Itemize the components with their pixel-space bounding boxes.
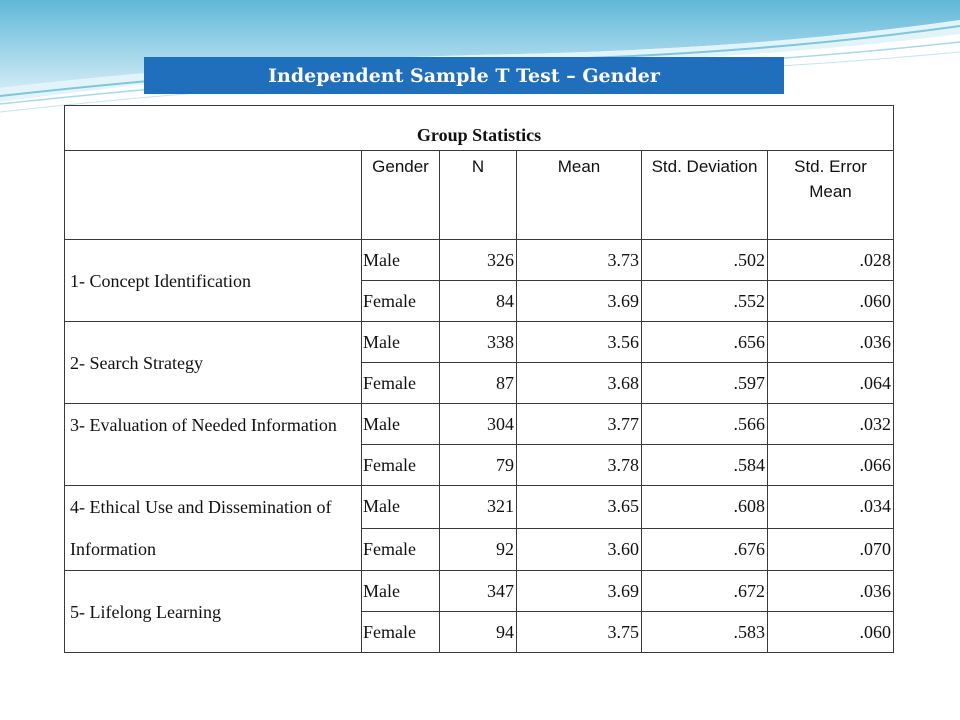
mean-cell: 3.68 [517,363,642,404]
gender-cell: Male [362,322,440,363]
column-header-row [65,151,894,240]
header-n: N [440,151,517,240]
mean-cell: 3.73 [517,240,642,281]
mean-cell: 3.78 [517,445,642,486]
gender-cell: Female [362,445,440,486]
std-error-cell: .066 [768,445,894,486]
mean-cell: 3.69 [517,571,642,612]
gender-cell: Male [362,404,440,445]
group-label: 1- Concept Identification [65,240,362,322]
std-error-cell: .060 [768,612,894,653]
n-cell: 321 [440,486,517,529]
gender-cell: Male [362,571,440,612]
header-std-deviation: Std. Deviation [642,151,768,240]
std-error-cell: .034 [768,486,894,529]
group-label: 4- Ethical Use and Dissemination of Information [65,486,362,571]
std-deviation-cell: .584 [642,445,768,486]
table-row [65,486,894,529]
std-error-cell: .028 [768,240,894,281]
mean-cell: 3.65 [517,486,642,529]
std-deviation-cell: .566 [642,404,768,445]
group-label: 5- Lifelong Learning [65,571,362,653]
group-label: 3- Evaluation of Needed Information [65,404,362,486]
mean-cell: 3.56 [517,322,642,363]
gender-cell: Male [362,240,440,281]
table-row [65,571,894,612]
gender-cell: Female [362,363,440,404]
std-error-cell: .070 [768,528,894,571]
header-std-error-mean: Std. Error Mean [768,151,894,240]
std-error-cell: .036 [768,571,894,612]
std-deviation-cell: .608 [642,486,768,529]
n-cell: 87 [440,363,517,404]
n-cell: 338 [440,322,517,363]
mean-cell: 3.69 [517,281,642,322]
mean-cell: 3.75 [517,612,642,653]
std-error-cell: .036 [768,322,894,363]
std-deviation-cell: .656 [642,322,768,363]
slide-title: Independent Sample T Test – Gender [144,57,784,94]
gender-cell: Female [362,528,440,571]
mean-cell: 3.77 [517,404,642,445]
std-deviation-cell: .583 [642,612,768,653]
gender-cell: Female [362,612,440,653]
group-label: 2- Search Strategy [65,322,362,404]
std-error-cell: .064 [768,363,894,404]
std-error-cell: .032 [768,404,894,445]
table-caption: Group Statistics [65,106,894,151]
std-deviation-cell: .552 [642,281,768,322]
header-gender: Gender [362,151,440,240]
mean-cell: 3.60 [517,528,642,571]
std-deviation-cell: .502 [642,240,768,281]
std-deviation-cell: .676 [642,528,768,571]
table-row [65,240,894,281]
std-error-cell: .060 [768,281,894,322]
n-cell: 326 [440,240,517,281]
n-cell: 304 [440,404,517,445]
header-empty-cell [65,151,362,240]
std-deviation-cell: .672 [642,571,768,612]
group-statistics-table [64,105,894,653]
n-cell: 94 [440,612,517,653]
n-cell: 92 [440,528,517,571]
n-cell: 347 [440,571,517,612]
table-row [65,322,894,363]
std-deviation-cell: .597 [642,363,768,404]
header-mean: Mean [517,151,642,240]
n-cell: 79 [440,445,517,486]
gender-cell: Female [362,281,440,322]
n-cell: 84 [440,281,517,322]
gender-cell: Male [362,486,440,529]
table-row [65,404,894,445]
